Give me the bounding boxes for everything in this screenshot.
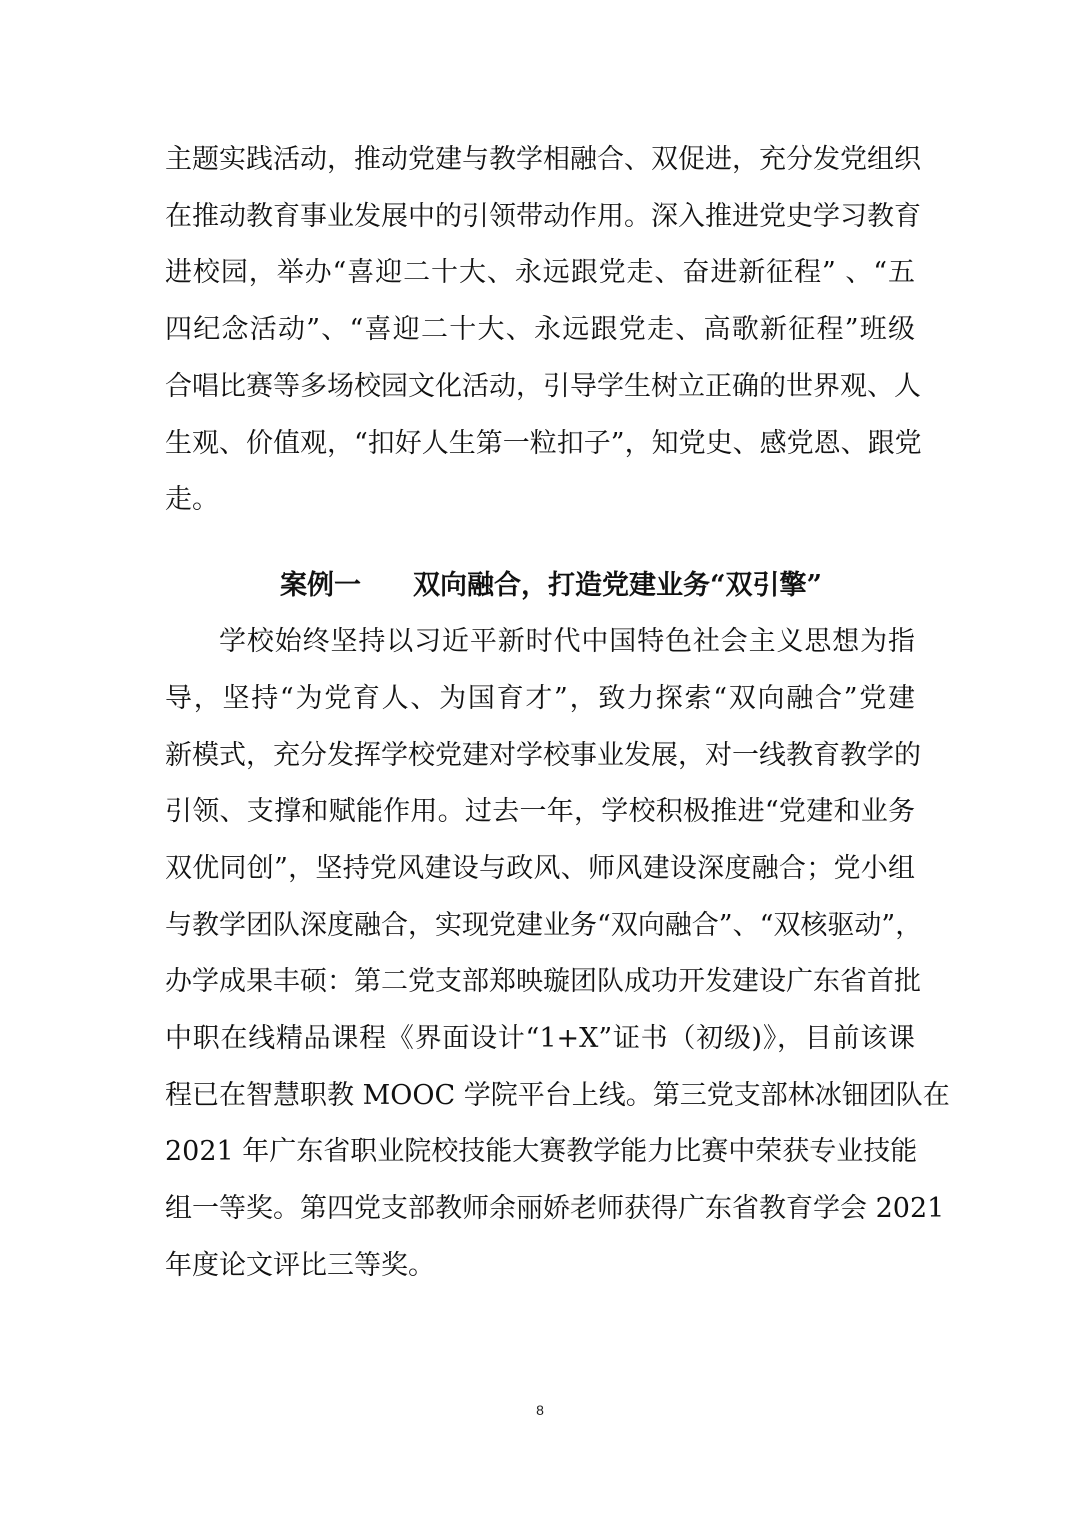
paragraph-1-line-5: 合唱比赛等多场校园文化活动，引导学生树立正确的世界观、人 [165, 371, 921, 402]
paragraph-2-line-12: 年度论文评比三等奖。 [165, 1250, 435, 1281]
paragraph-1-line-4: 四纪念活动”、“喜迎二十大、永远跟党走、高歌新征程”班级 [165, 314, 915, 345]
case-heading [280, 566, 822, 606]
paragraph-2-line-3: 新模式，充分发挥学校党建对学校事业发展，对一线教育教学的 [165, 740, 921, 771]
paragraph-1-line-1: 主题实践活动，推动党建与教学相融合、双促进，充分发党组织 [165, 144, 921, 175]
case-label: 案例一 [280, 570, 361, 601]
paragraph-1-line-7: 走。 [165, 484, 219, 515]
paragraph-1-line-3: 进校园，举办“喜迎二十大、永远跟党走、奋进新征程” 、“五 [165, 257, 915, 288]
paragraph-2-line-6: 与教学团队深度融合，实现党建业务“双向融合”、“双核驱动”， [165, 910, 923, 941]
page-number: 8 [536, 1402, 544, 1418]
paragraph-2-line-8: 中职在线精品课程《界面设计“1+X”证书（初级)》，目前该课 [165, 1023, 915, 1054]
case-title: 双向融合，打造党建业务“双引擎” [413, 570, 823, 601]
paragraph-2-line-1: 学校始终坚持以习近平新时代中国特色社会主义思想为指 [219, 626, 915, 657]
paragraph-2-line-10: 2021 年广东省职业院校技能大赛教学能力比赛中荣获专业技能 [165, 1136, 918, 1167]
paragraph-2-line-2: 导，坚持“为党育人、为国育才”，致力探索“双向融合”党建 [165, 683, 915, 714]
paragraph-2-line-7: 办学成果丰硕：第二党支部郑映璇团队成功开发建设广东省首批 [165, 966, 921, 997]
paragraph-2-line-4: 引领、支撑和赋能作用。过去一年，学校积极推进“党建和业务 [165, 796, 915, 827]
paragraph-2-line-11: 组一等奖。第四党支部教师余丽娇老师获得广东省教育学会 2021 [165, 1193, 945, 1224]
paragraph-2-line-9: 程已在智慧职教 MOOC 学院平台上线。第三党支部林冰钿团队在 [165, 1080, 950, 1111]
paragraph-1-line-2: 在推动教育事业发展中的引领带动作用。深入推进党史学习教育 [165, 201, 921, 232]
paragraph-2-line-5: 双优同创”，坚持党风建设与政风、师风建设深度融合；党小组 [165, 853, 915, 884]
paragraph-1-line-6: 生观、价值观，“扣好人生第一粒扣子”，知党史、感党恩、跟党 [165, 428, 922, 459]
